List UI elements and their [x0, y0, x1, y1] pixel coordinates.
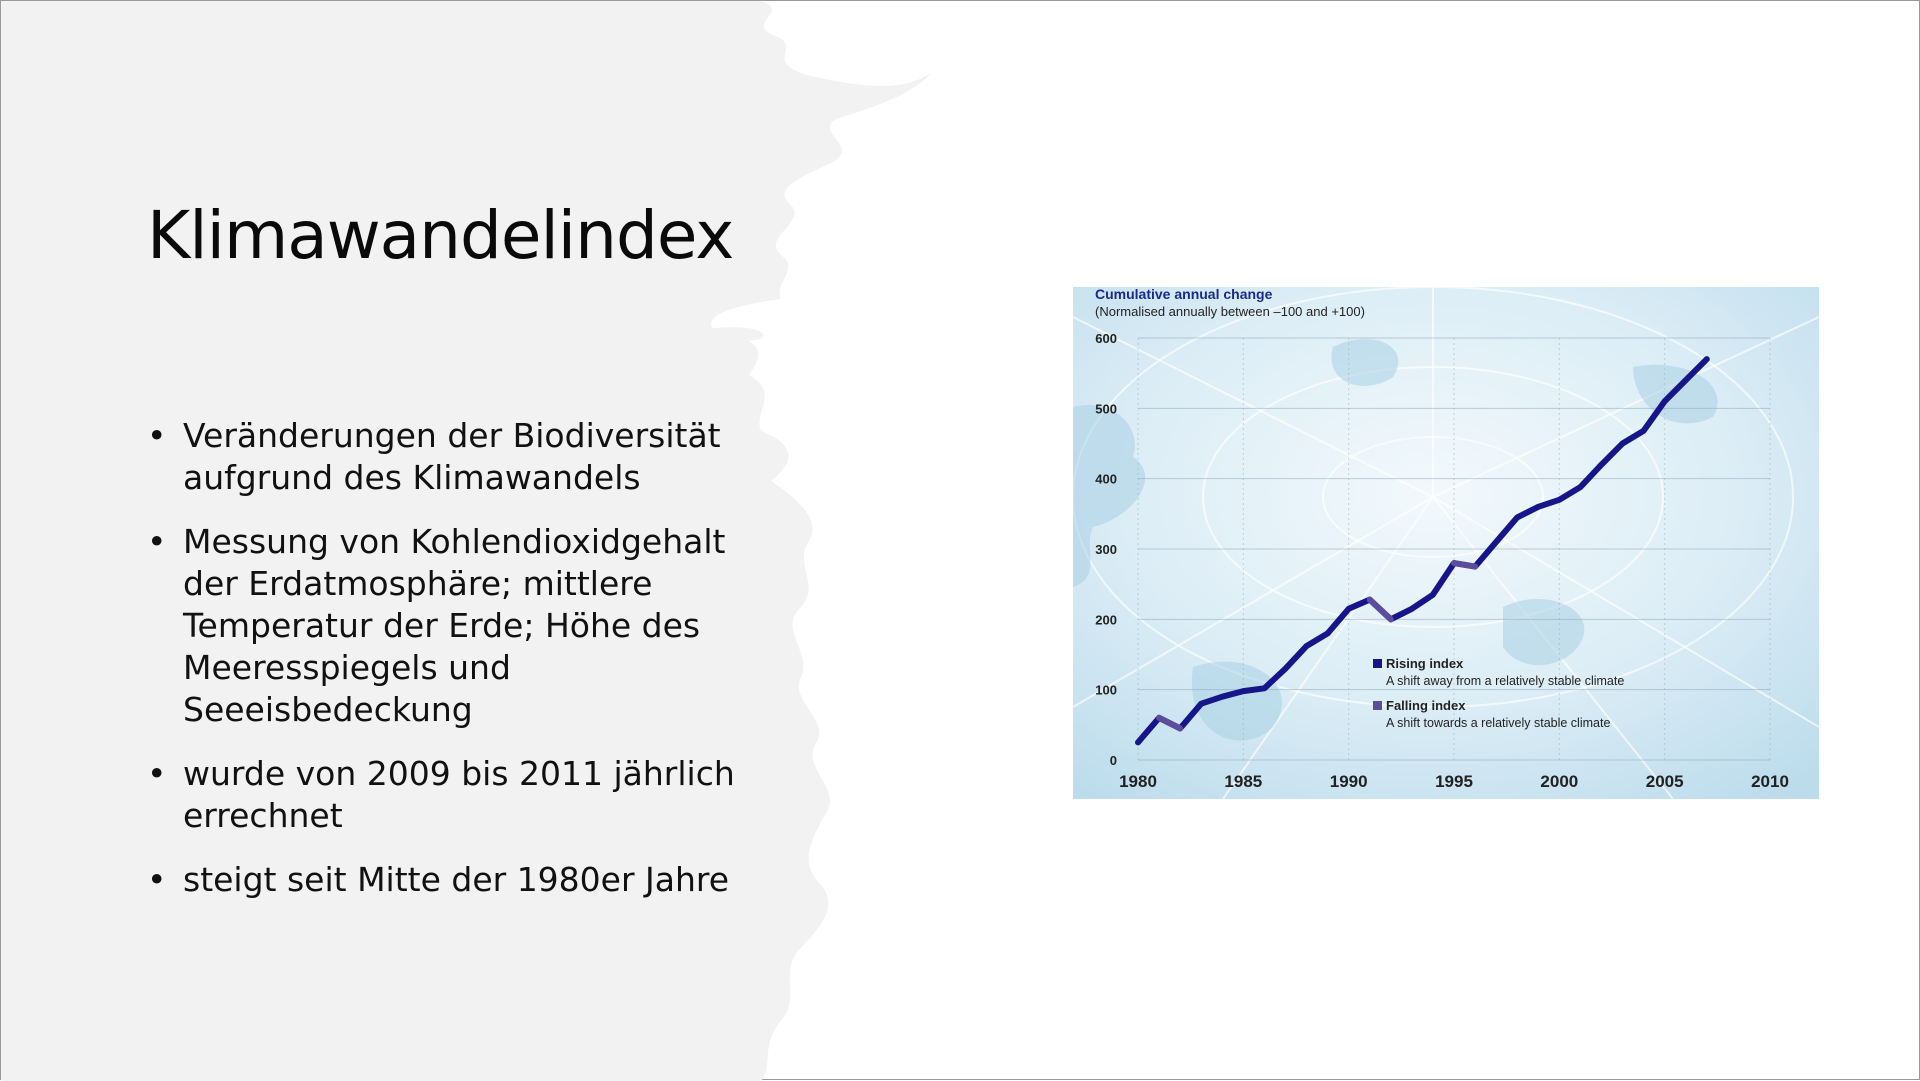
chart-subtitle: (Normalised annually between –100 and +100) [1095, 304, 1365, 319]
y-tick-label: 500 [1095, 401, 1117, 417]
legend-label-falling: Falling index [1386, 698, 1466, 713]
x-tick-label: 2000 [1540, 772, 1579, 791]
slide-title: Klimawandelindex [147, 197, 734, 274]
x-tick-label: 1995 [1435, 772, 1473, 791]
legend-desc-rising: A shift away from a relatively stable climate [1386, 674, 1625, 688]
legend-swatch-falling [1373, 701, 1382, 710]
chart-svg [1073, 287, 1819, 799]
bullet-item: • Messung von Kohlendioxidgehalt der Erdatmosphäre; mittlere Temperatur der Erde; Höhe des Meeresspiegels und Seeeisbedeckung [147, 521, 747, 731]
legend-desc-falling: A shift towards a relatively stable climate [1386, 716, 1611, 730]
chart-title: Cumulative annual change [1095, 287, 1273, 302]
bullet-list [147, 415, 747, 923]
legend-swatch-rising [1373, 659, 1382, 668]
y-tick-label: 600 [1095, 331, 1117, 346]
y-tick-label: 300 [1095, 542, 1117, 557]
x-tick-label: 1990 [1329, 772, 1368, 791]
y-tick-label: 400 [1095, 471, 1117, 487]
x-tick-label: 1985 [1224, 772, 1263, 791]
x-tick-label: 2005 [1645, 772, 1684, 791]
y-tick-label: 0 [1109, 753, 1117, 768]
bullet-item: • wurde von 2009 bis 2011 jährlich errechnet [147, 753, 747, 837]
y-tick-label: 200 [1095, 612, 1117, 628]
bullet-item: • steigt seit Mitte der 1980er Jahre [147, 859, 747, 901]
x-tick-label: 1980 [1119, 772, 1157, 791]
y-tick-label: 100 [1095, 682, 1117, 698]
climate-index-chart [1073, 287, 1819, 799]
bullet-item: • Veränderungen der Biodiversität aufgrund des Klimawandels [147, 415, 747, 499]
series-segment-falling-index [1454, 563, 1475, 567]
x-tick-label: 2010 [1751, 772, 1789, 791]
legend-label-rising: Rising index [1386, 656, 1464, 671]
